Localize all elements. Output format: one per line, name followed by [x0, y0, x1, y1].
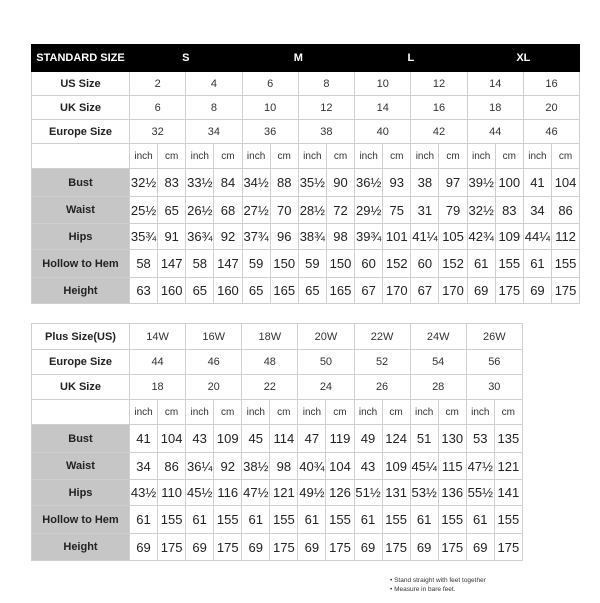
- measurement-cell: 36¾: [186, 224, 214, 250]
- size-cell: 38: [298, 120, 354, 144]
- measurement-cell: 136: [438, 480, 466, 506]
- measurement-cell: 53½: [410, 480, 438, 506]
- measurement-cell: 165: [270, 278, 298, 304]
- size-cell: 4: [186, 72, 242, 96]
- size-cell: 20W: [298, 324, 354, 350]
- row-label: Europe Size: [32, 350, 130, 375]
- unit-row: [32, 400, 523, 425]
- measurement-cell: 41: [130, 425, 158, 453]
- measurement-row: [32, 453, 523, 480]
- measurement-cell: 69: [130, 534, 158, 561]
- measurement-cell: 92: [214, 224, 242, 250]
- measurement-cell: 83: [158, 169, 186, 197]
- size-row: [32, 96, 580, 120]
- row-label: Bust: [32, 169, 130, 197]
- measurement-cell: 43½: [130, 480, 158, 506]
- measurement-cell: 60: [355, 250, 383, 278]
- unit-cell: inch: [410, 400, 438, 425]
- measurement-cell: 96: [270, 224, 298, 250]
- measurement-cell: 34: [130, 453, 158, 480]
- unit-cell: cm: [158, 400, 186, 425]
- unit-cell: cm: [270, 144, 298, 169]
- size-group-label: S: [130, 45, 243, 72]
- measurement-cell: 84: [214, 169, 242, 197]
- unit-cell: inch: [354, 400, 382, 425]
- measurement-cell: 155: [438, 506, 466, 534]
- measurement-cell: 79: [439, 197, 467, 224]
- row-label: Height: [32, 534, 130, 561]
- measurement-cell: 114: [270, 425, 298, 453]
- unit-cell: cm: [326, 144, 354, 169]
- measurement-cell: 26½: [186, 197, 214, 224]
- measurement-cell: 112: [552, 224, 580, 250]
- measurement-cell: 45: [242, 425, 270, 453]
- size-cell: 34: [186, 120, 242, 144]
- measurement-cell: 130: [438, 425, 466, 453]
- measurement-cell: 86: [158, 453, 186, 480]
- measurement-cell: 170: [439, 278, 467, 304]
- size-row: [32, 324, 523, 350]
- measurement-cell: 152: [439, 250, 467, 278]
- measurement-cell: 150: [270, 250, 298, 278]
- unit-cell: inch: [242, 400, 270, 425]
- row-label: Europe Size: [32, 120, 130, 144]
- size-cell: 2: [130, 72, 186, 96]
- measurement-cell: 175: [214, 534, 242, 561]
- size-row: [32, 72, 580, 96]
- measurement-cell: 25½: [130, 197, 158, 224]
- row-label: Waist: [32, 453, 130, 480]
- measurement-cell: 34½: [242, 169, 270, 197]
- measurement-cell: 121: [270, 480, 298, 506]
- size-cell: 18: [130, 375, 186, 400]
- measurement-cell: 69: [354, 534, 382, 561]
- size-cell: 16: [411, 96, 467, 120]
- measurement-cell: 47½: [466, 453, 494, 480]
- measurement-row: [32, 534, 523, 561]
- unit-cell: inch: [523, 144, 551, 169]
- unit-cell: inch: [466, 400, 494, 425]
- size-cell: 10: [355, 72, 411, 96]
- unit-cell: cm: [214, 400, 242, 425]
- size-cell: 6: [242, 72, 298, 96]
- measurement-cell: 53: [466, 425, 494, 453]
- measurement-cell: 155: [158, 506, 186, 534]
- measurement-cell: 69: [410, 534, 438, 561]
- measurement-cell: 35¾: [130, 224, 158, 250]
- measurement-cell: 31: [411, 197, 439, 224]
- size-group-label: XL: [467, 45, 580, 72]
- unit-cell: cm: [383, 144, 411, 169]
- measurement-cell: 68: [214, 197, 242, 224]
- size-cell: 26W: [466, 324, 522, 350]
- size-cell: 18: [467, 96, 523, 120]
- size-cell: 26: [354, 375, 410, 400]
- size-cell: 28: [410, 375, 466, 400]
- unit-row-blank: [32, 400, 130, 425]
- measurement-cell: 33½: [186, 169, 214, 197]
- measurement-row: [32, 425, 523, 453]
- unit-cell: cm: [439, 144, 467, 169]
- measurement-row: [32, 480, 523, 506]
- unit-cell: cm: [552, 144, 580, 169]
- measurement-cell: 155: [270, 506, 298, 534]
- measurement-cell: 104: [326, 453, 354, 480]
- measurement-cell: 36½: [355, 169, 383, 197]
- measurement-cell: 34: [523, 197, 551, 224]
- measurement-cell: 98: [270, 453, 298, 480]
- unit-cell: cm: [326, 400, 354, 425]
- measurement-cell: 116: [214, 480, 242, 506]
- measurement-row: [32, 278, 580, 304]
- size-cell: 52: [354, 350, 410, 375]
- measurement-cell: 65: [242, 278, 270, 304]
- measurement-cell: 155: [552, 250, 580, 278]
- row-label: UK Size: [32, 96, 130, 120]
- measurement-cell: 40¾: [298, 453, 326, 480]
- measurement-cell: 59: [298, 250, 326, 278]
- measurement-cell: 175: [326, 534, 354, 561]
- size-cell: 18W: [242, 324, 298, 350]
- row-label: Waist: [32, 197, 130, 224]
- measurement-cell: 109: [382, 453, 410, 480]
- size-cell: 16: [523, 72, 579, 96]
- size-cell: 22W: [354, 324, 410, 350]
- measurement-cell: 121: [494, 453, 522, 480]
- measurement-cell: 65: [298, 278, 326, 304]
- measurement-cell: 93: [383, 169, 411, 197]
- measurement-cell: 38¾: [298, 224, 326, 250]
- measurement-cell: 61: [130, 506, 158, 534]
- size-cell: 24: [298, 375, 354, 400]
- unit-cell: inch: [298, 144, 326, 169]
- measurement-cell: 155: [494, 506, 522, 534]
- measurement-cell: 175: [552, 278, 580, 304]
- measurement-cell: 61: [467, 250, 495, 278]
- measurement-cell: 97: [439, 169, 467, 197]
- measurement-cell: 72: [326, 197, 354, 224]
- size-cell: 20: [523, 96, 579, 120]
- unit-cell: inch: [130, 400, 158, 425]
- unit-cell: cm: [214, 144, 242, 169]
- measurement-cell: 109: [214, 425, 242, 453]
- measurement-cell: 49: [354, 425, 382, 453]
- measurement-cell: 61: [354, 506, 382, 534]
- measurement-cell: 38: [411, 169, 439, 197]
- header-label: STANDARD SIZE: [32, 45, 130, 72]
- row-label: Hollow to Hem: [32, 506, 130, 534]
- size-cell: 46: [186, 350, 242, 375]
- measurement-cell: 110: [158, 480, 186, 506]
- size-cell: 22: [242, 375, 298, 400]
- measurement-cell: 27½: [242, 197, 270, 224]
- measurement-cell: 155: [495, 250, 523, 278]
- measurement-cell: 152: [383, 250, 411, 278]
- measurement-cell: 58: [130, 250, 158, 278]
- measurement-cell: 45¼: [410, 453, 438, 480]
- measurement-cell: 69: [466, 534, 494, 561]
- unit-cell: inch: [298, 400, 326, 425]
- measurement-cell: 104: [158, 425, 186, 453]
- measurement-cell: 175: [495, 278, 523, 304]
- measurement-cell: 28½: [298, 197, 326, 224]
- measurement-cell: 55½: [466, 480, 494, 506]
- unit-row-blank: [32, 144, 130, 169]
- standard-size-table: [31, 44, 580, 304]
- measurement-cell: 32½: [130, 169, 158, 197]
- unit-cell: inch: [130, 144, 158, 169]
- measurement-cell: 115: [438, 453, 466, 480]
- row-label: Hips: [32, 224, 130, 250]
- measurement-cell: 36¼: [186, 453, 214, 480]
- measurement-cell: 65: [186, 278, 214, 304]
- measurement-cell: 41¼: [411, 224, 439, 250]
- measurement-cell: 35½: [298, 169, 326, 197]
- measurement-row: [32, 506, 523, 534]
- measurement-cell: 61: [410, 506, 438, 534]
- unit-row: [32, 144, 580, 169]
- measurement-cell: 60: [411, 250, 439, 278]
- size-cell: 46: [523, 120, 579, 144]
- measuring-notes: [390, 576, 486, 594]
- size-group-label: L: [355, 45, 468, 72]
- measurement-cell: 92: [214, 453, 242, 480]
- unit-cell: cm: [494, 400, 522, 425]
- measurement-row: [32, 197, 580, 224]
- unit-cell: inch: [467, 144, 495, 169]
- size-cell: 12: [298, 96, 354, 120]
- measurement-cell: 170: [383, 278, 411, 304]
- measurement-cell: 75: [383, 197, 411, 224]
- measurement-cell: 47: [298, 425, 326, 453]
- measurement-cell: 58: [186, 250, 214, 278]
- row-label: Plus Size(US): [32, 324, 130, 350]
- note-line: • Stand straight with feet together: [390, 577, 486, 584]
- measurement-cell: 41: [523, 169, 551, 197]
- measurement-cell: 165: [326, 278, 354, 304]
- measurement-cell: 124: [382, 425, 410, 453]
- measurement-cell: 175: [158, 534, 186, 561]
- size-cell: 42: [411, 120, 467, 144]
- size-cell: 16W: [186, 324, 242, 350]
- measurement-row: [32, 169, 580, 197]
- row-label: Hips: [32, 480, 130, 506]
- unit-cell: cm: [495, 144, 523, 169]
- measurement-cell: 61: [242, 506, 270, 534]
- measurement-cell: 135: [494, 425, 522, 453]
- size-cell: 14W: [130, 324, 186, 350]
- size-row: [32, 120, 580, 144]
- size-group-label: M: [242, 45, 355, 72]
- measurement-cell: 131: [382, 480, 410, 506]
- measurement-row: [32, 224, 580, 250]
- measurement-cell: 175: [494, 534, 522, 561]
- measurement-cell: 43: [354, 453, 382, 480]
- measurement-cell: 61: [298, 506, 326, 534]
- measurement-cell: 29½: [355, 197, 383, 224]
- measurement-cell: 37¾: [242, 224, 270, 250]
- measurement-cell: 69: [523, 278, 551, 304]
- size-cell: 30: [466, 375, 522, 400]
- measurement-cell: 65: [158, 197, 186, 224]
- size-cell: 12: [411, 72, 467, 96]
- size-cell: 50: [298, 350, 354, 375]
- measurement-cell: 175: [438, 534, 466, 561]
- size-row: [32, 350, 523, 375]
- measurement-cell: 61: [186, 506, 214, 534]
- measurement-cell: 51: [410, 425, 438, 453]
- measurement-cell: 100: [495, 169, 523, 197]
- measurement-cell: 147: [214, 250, 242, 278]
- measurement-cell: 70: [270, 197, 298, 224]
- measurement-cell: 45½: [186, 480, 214, 506]
- measurement-cell: 42¾: [467, 224, 495, 250]
- row-label: Height: [32, 278, 130, 304]
- size-cell: 10: [242, 96, 298, 120]
- measurement-cell: 69: [242, 534, 270, 561]
- measurement-cell: 155: [382, 506, 410, 534]
- measurement-cell: 51½: [354, 480, 382, 506]
- unit-cell: inch: [411, 144, 439, 169]
- measurement-cell: 69: [298, 534, 326, 561]
- size-cell: 54: [410, 350, 466, 375]
- measurement-cell: 141: [494, 480, 522, 506]
- measurement-cell: 119: [326, 425, 354, 453]
- measurement-cell: 38½: [242, 453, 270, 480]
- size-cell: 44: [467, 120, 523, 144]
- measurement-cell: 59: [242, 250, 270, 278]
- size-cell: 48: [242, 350, 298, 375]
- row-label: Hollow to Hem: [32, 250, 130, 278]
- measurement-cell: 175: [382, 534, 410, 561]
- measurement-cell: 61: [523, 250, 551, 278]
- measurement-cell: 98: [326, 224, 354, 250]
- size-cell: 24W: [410, 324, 466, 350]
- measurement-cell: 32½: [467, 197, 495, 224]
- row-label: Bust: [32, 425, 130, 453]
- unit-cell: cm: [438, 400, 466, 425]
- size-cell: 6: [130, 96, 186, 120]
- measurement-cell: 39¾: [355, 224, 383, 250]
- measurement-cell: 160: [214, 278, 242, 304]
- measurement-cell: 69: [467, 278, 495, 304]
- unit-cell: inch: [355, 144, 383, 169]
- unit-cell: inch: [242, 144, 270, 169]
- measurement-cell: 109: [495, 224, 523, 250]
- measurement-cell: 47½: [242, 480, 270, 506]
- measurement-cell: 88: [270, 169, 298, 197]
- unit-cell: cm: [270, 400, 298, 425]
- size-cell: 20: [186, 375, 242, 400]
- size-cell: 14: [467, 72, 523, 96]
- measurement-cell: 90: [326, 169, 354, 197]
- measurement-cell: 105: [439, 224, 467, 250]
- measurement-cell: 175: [270, 534, 298, 561]
- row-label: UK Size: [32, 375, 130, 400]
- size-cell: 14: [355, 96, 411, 120]
- row-label: US Size: [32, 72, 130, 96]
- size-cell: 40: [355, 120, 411, 144]
- note-line: • Measure in bare feet.: [390, 586, 456, 593]
- measurement-cell: 101: [383, 224, 411, 250]
- size-cell: 8: [186, 96, 242, 120]
- unit-cell: inch: [186, 400, 214, 425]
- unit-cell: cm: [158, 144, 186, 169]
- measurement-cell: 69: [186, 534, 214, 561]
- measurement-cell: 104: [552, 169, 580, 197]
- size-cell: 32: [130, 120, 186, 144]
- measurement-row: [32, 250, 580, 278]
- size-cell: 44: [130, 350, 186, 375]
- measurement-cell: 155: [326, 506, 354, 534]
- table-header-row: [32, 45, 580, 72]
- measurement-cell: 43: [186, 425, 214, 453]
- measurement-cell: 91: [158, 224, 186, 250]
- measurement-cell: 155: [214, 506, 242, 534]
- size-cell: 8: [298, 72, 354, 96]
- size-cell: 56: [466, 350, 522, 375]
- measurement-cell: 126: [326, 480, 354, 506]
- measurement-cell: 67: [355, 278, 383, 304]
- measurement-cell: 61: [466, 506, 494, 534]
- size-row: [32, 375, 523, 400]
- measurement-cell: 44¼: [523, 224, 551, 250]
- measurement-cell: 67: [411, 278, 439, 304]
- measurement-cell: 63: [130, 278, 158, 304]
- size-cell: 36: [242, 120, 298, 144]
- plus-size-table: [31, 323, 523, 561]
- measurement-cell: 160: [158, 278, 186, 304]
- measurement-cell: 147: [158, 250, 186, 278]
- unit-cell: cm: [382, 400, 410, 425]
- measurement-cell: 83: [495, 197, 523, 224]
- measurement-cell: 39½: [467, 169, 495, 197]
- measurement-cell: 150: [326, 250, 354, 278]
- measurement-cell: 86: [552, 197, 580, 224]
- unit-cell: inch: [186, 144, 214, 169]
- measurement-cell: 49½: [298, 480, 326, 506]
